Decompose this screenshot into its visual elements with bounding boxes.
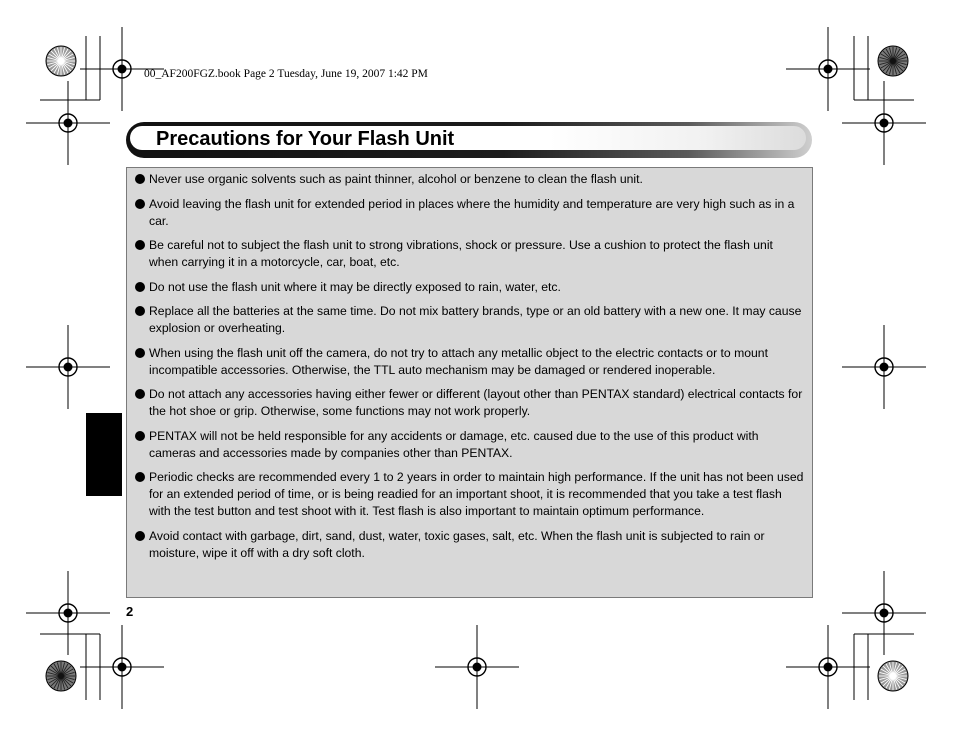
bullet-icon	[135, 306, 145, 316]
section-tab	[86, 413, 122, 496]
precaution-text: Avoid leaving the flash unit for extended period in places where the humidity and temperature are very high such as in a car.	[149, 196, 795, 228]
file-info-header: 00_AF200FGZ.book Page 2 Tuesday, June 19, 2007 1:42 PM	[144, 68, 428, 80]
starburst-target-icon	[58, 673, 64, 679]
starburst-target-icon	[890, 673, 896, 679]
precaution-text: Periodic checks are recommended every 1 to 2 years in order to maintain high performance. If the unit has not been used for an extended period of time, or is being readied for an important shoot, it is recommended that you take a test flash with the test button and test shoot with it. Test flash is also important to maintain optimum performance.	[149, 470, 804, 518]
precaution-text: Do not attach any accessories having either fewer or different (layout other than PENTAX standard) electrical contacts for the hot shoe or grip. Otherwise, some functions may not work properly.	[149, 387, 803, 418]
precaution-item	[133, 386, 804, 420]
precaution-text: Do not use the flash unit where it may be directly exposed to rain, water, etc.	[149, 279, 561, 294]
bullet-icon	[135, 348, 145, 358]
precaution-text: When using the flash unit off the camera, do not try to attach any metallic object to the electric contacts or to mount incompatible accessories. Otherwise, the TTL auto mechanism may be damaged or rendered inoperable.	[149, 345, 768, 377]
page-title: Precautions for Your Flash Unit	[156, 128, 455, 150]
title-banner	[126, 122, 812, 158]
bullet-icon	[135, 282, 145, 292]
precaution-item	[133, 196, 804, 230]
bullet-icon	[135, 174, 145, 184]
precaution-item	[133, 279, 804, 296]
title-banner-inner	[130, 126, 806, 150]
starburst-target-icon	[58, 58, 64, 64]
precaution-text: Replace all the batteries at the same time. Do not mix battery brands, type or an old battery with a new one. It may cause explosion or overheating.	[149, 304, 802, 335]
precaution-text: PENTAX will not be held responsible for any accidents or damage, etc. caused due to the use of this product with cameras and accessories made by companies other than PENTAX.	[149, 428, 759, 460]
bullet-icon	[135, 472, 145, 482]
page-number: 2	[126, 604, 134, 619]
precaution-item	[133, 345, 804, 379]
precaution-text: Avoid contact with garbage, dirt, sand, dust, water, toxic gases, salt, etc. When the flash unit is subjected to rain or moisture, wipe it off with a dry soft cloth.	[149, 528, 765, 560]
precaution-text: Be careful not to subject the flash unit to strong vibrations, shock or pressure. Use a cushion to protect the flash unit when carrying it in a motorcycle, car, boat, etc.	[149, 238, 773, 269]
precaution-text: Never use organic solvents such as paint thinner, alcohol or benzene to clean the flash unit.	[149, 172, 643, 186]
precaution-item	[133, 528, 804, 562]
precaution-item	[133, 237, 804, 271]
bullet-icon	[135, 240, 145, 250]
starburst-target-icon	[890, 58, 896, 64]
precaution-item	[133, 171, 804, 188]
bullet-icon	[135, 431, 145, 441]
precautions-list	[127, 168, 812, 562]
precaution-item	[133, 428, 804, 462]
precautions-box	[126, 167, 813, 598]
bullet-icon	[135, 531, 145, 541]
bullet-icon	[135, 389, 145, 399]
precaution-item	[133, 469, 804, 520]
bullet-icon	[135, 199, 145, 209]
precaution-item	[133, 303, 804, 337]
